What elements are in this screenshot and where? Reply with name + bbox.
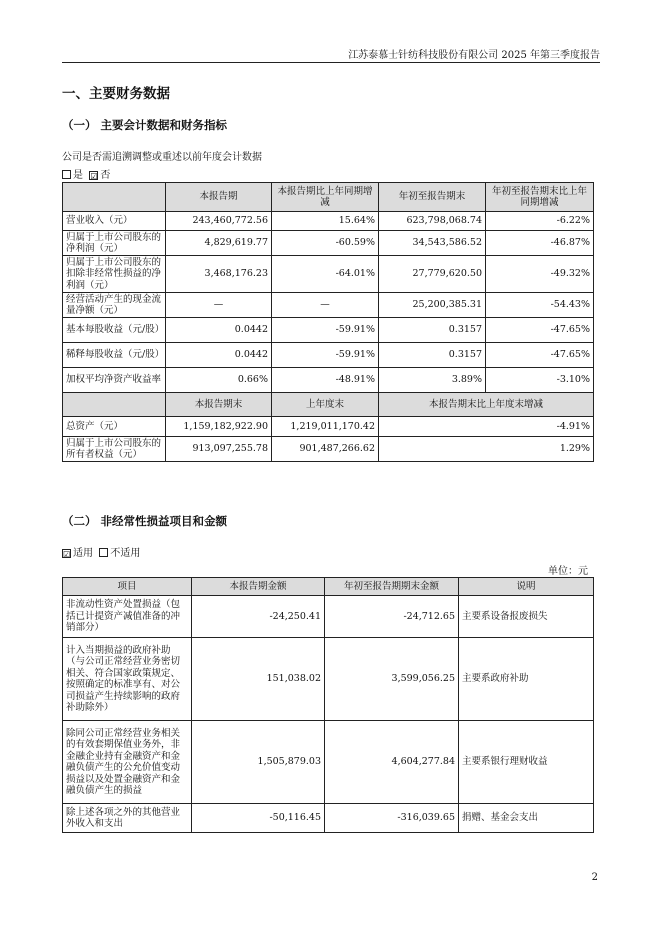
row-label: 营业收入（元） — [63, 212, 166, 231]
cell-value: 0.0442 — [166, 318, 272, 343]
not-applies-checkbox[interactable] — [99, 548, 108, 557]
table-row — [63, 721, 594, 804]
row-label: 加权平均净资产收益率 — [63, 368, 166, 393]
cell-value: -316,039.65 — [325, 804, 459, 833]
cell-value: -64.01% — [272, 256, 379, 293]
table-row — [63, 293, 594, 318]
cell-value: -47.65% — [486, 318, 594, 343]
nonrecurring-table — [62, 577, 594, 833]
cell-note: 主要系设备报废损失 — [459, 596, 594, 638]
table-row — [63, 417, 594, 437]
cell-value: -46.87% — [486, 231, 594, 256]
table-row — [63, 318, 594, 343]
cell-value: 0.0442 — [166, 343, 272, 368]
header-cell: 项目 — [63, 578, 192, 596]
page-number: 2 — [591, 872, 598, 883]
no-label: 否 — [100, 170, 111, 181]
cell-value: -6.22% — [486, 212, 594, 231]
yes-checkbox[interactable] — [62, 170, 71, 179]
subsection-title-nonrecurring: （二） 非经常性损益项目和金额 — [62, 514, 228, 528]
header-cell: 本报告期末比上年度末增减 — [379, 393, 594, 417]
table-row — [63, 596, 594, 638]
row-label: 稀释每股收益（元/股） — [63, 343, 166, 368]
no-checkbox[interactable]: ☑ — [90, 172, 98, 181]
cell-value: -24,250.41 — [192, 596, 325, 638]
header-cell: 年初至报告期末 — [379, 183, 486, 212]
cell-value: -59.91% — [272, 318, 379, 343]
table-row — [63, 343, 594, 368]
table-row — [63, 804, 594, 833]
cell-value: -24,712.65 — [325, 596, 459, 638]
cell-value: -54.43% — [486, 293, 594, 318]
cell-value: -47.65% — [486, 343, 594, 368]
table-row — [63, 212, 594, 231]
cell-value: 0.66% — [166, 368, 272, 393]
cell-value: 4,829,619.77 — [166, 231, 272, 256]
cell-value: 913,097,255.78 — [166, 437, 272, 462]
cell-value: 151,038.02 — [192, 638, 325, 721]
row-label: 非流动性资产处置损益（包括已计提资产减值准备的冲销部分） — [63, 596, 192, 638]
cell-value: -60.59% — [272, 231, 379, 256]
applies-label: 适用 — [73, 548, 93, 559]
cell-value: 901,487,266.62 — [272, 437, 379, 462]
row-label: 归属于上市公司股东的所有者权益（元） — [63, 437, 166, 462]
cell-value: 1,505,879.03 — [192, 721, 325, 804]
row-label: 归属于上市公司股东的扣除非经常性损益的净利润（元） — [63, 256, 166, 293]
cell-value: -49.32% — [486, 256, 594, 293]
cell-value: 623,798,068.74 — [379, 212, 486, 231]
header-cell: 本报告期 — [166, 183, 272, 212]
table-row — [63, 368, 594, 393]
header-rule — [62, 62, 600, 63]
table-header-row — [63, 393, 594, 417]
cell-value: 27,779,620.50 — [379, 256, 486, 293]
cell-value: — — [272, 293, 379, 318]
row-label: 经营活动产生的现金流量净额（元） — [63, 293, 166, 318]
cell-value: 1,159,182,922.90 — [166, 417, 272, 437]
header-cell — [63, 183, 166, 212]
header-cell: 上年度末 — [272, 393, 379, 417]
table-row — [63, 231, 594, 256]
row-label: 归属于上市公司股东的净利润（元） — [63, 231, 166, 256]
cell-value: 243,460,772.56 — [166, 212, 272, 231]
header-cell — [63, 393, 166, 417]
cell-value: 25,200,385.31 — [379, 293, 486, 318]
table-row — [63, 638, 594, 721]
header-cell: 本报告期比上年同期增减 — [272, 183, 379, 212]
table-header-row — [63, 183, 594, 212]
cell-value: -4.91% — [379, 417, 594, 437]
cell-value: 1.29% — [379, 437, 594, 462]
cell-value: 3.89% — [379, 368, 486, 393]
row-label: 除同公司正常经营业务相关的有效套期保值业务外，非金融企业持有金融资产和金融负债产生的公允价值变动损益以及处置金融资产和金融负债产生的损益 — [63, 721, 192, 804]
header-cell: 年初至报告期期末金额 — [325, 578, 459, 596]
header-cell: 年初至报告期末比上年同期增减 — [486, 183, 594, 212]
cell-value: -3.10% — [486, 368, 594, 393]
not-applies-label: 不适用 — [110, 548, 141, 559]
cell-note: 捐赠、基金会支出 — [459, 804, 594, 833]
cell-value: — — [166, 293, 272, 318]
cell-value: -50,116.45 — [192, 804, 325, 833]
cell-note: 主要系银行理财收益 — [459, 721, 594, 804]
cell-value: 15.64% — [272, 212, 379, 231]
cell-value: 0.3157 — [379, 318, 486, 343]
header-cell: 本报告期金额 — [192, 578, 325, 596]
restate-options — [62, 166, 110, 181]
unit-label: 单位：元 — [548, 566, 588, 577]
table-row — [63, 437, 594, 462]
row-label: 总资产（元） — [63, 417, 166, 437]
header-cell: 本报告期末 — [166, 393, 272, 417]
header-cell: 说明 — [459, 578, 594, 596]
cell-value: 34,543,586.52 — [379, 231, 486, 256]
cell-value: -48.91% — [272, 368, 379, 393]
cell-note: 主要系政府补助 — [459, 638, 594, 721]
cell-value: -59.91% — [272, 343, 379, 368]
subsection-title-key-data: （一） 主要会计数据和财务指标 — [62, 118, 228, 132]
yes-label: 是 — [73, 170, 83, 181]
table-row — [63, 256, 594, 293]
section-title-financial-data: 一、主要财务数据 — [62, 86, 170, 102]
page-header: 江苏泰慕士针纺科技股份有限公司 2025 年第三季度报告 — [348, 50, 600, 61]
key-financial-table — [62, 182, 594, 462]
cell-value: 0.3157 — [379, 343, 486, 368]
applies-checkbox[interactable]: ☑ — [63, 550, 71, 559]
applicability-options — [62, 544, 140, 559]
cell-value: 4,604,277.84 — [325, 721, 459, 804]
table-header-row — [63, 578, 594, 596]
cell-value: 3,468,176.23 — [166, 256, 272, 293]
cell-value: 1,219,011,170.42 — [272, 417, 379, 437]
row-label: 计入当期损益的政府补助（与公司正常经营业务密切相关、符合国家政策规定、按照确定的标准享有、对公司损益产生持续影响的政府补助除外） — [63, 638, 192, 721]
row-label: 基本每股收益（元/股） — [63, 318, 166, 343]
cell-value: 3,599,056.25 — [325, 638, 459, 721]
restate-question: 公司是否需追溯调整或重述以前年度会计数据 — [62, 152, 262, 163]
row-label: 除上述各项之外的其他营业外收入和支出 — [63, 804, 192, 833]
